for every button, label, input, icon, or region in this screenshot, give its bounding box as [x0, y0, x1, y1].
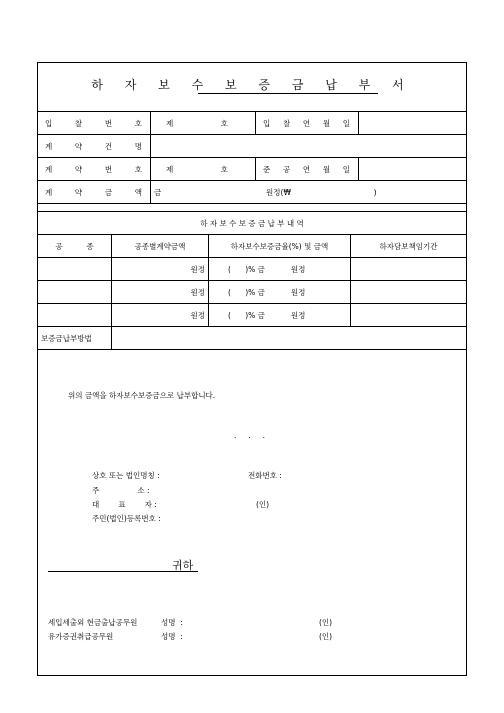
- cashier-official-role: 세입세출외 현금출납공무원: [48, 618, 138, 627]
- breakdown-row: [38, 258, 467, 281]
- contract-amount-field[interactable]: 금 원정(₩ ): [151, 181, 467, 204]
- amount-field[interactable]: 원정: [112, 258, 209, 281]
- contract-number-field[interactable]: 제 호: [166, 164, 228, 174]
- work-type-field[interactable]: [38, 258, 112, 281]
- company-name-label: 상호 또는 법인명칭 :: [92, 471, 160, 480]
- contract-amount-label: 계 약 금 액: [45, 187, 142, 197]
- bid-date-label: 입 찰 연 월 일: [263, 118, 350, 128]
- date-placeholder[interactable]: . . .: [234, 431, 265, 440]
- recipient-suffix: 귀하: [172, 559, 194, 572]
- work-type-field[interactable]: [38, 304, 112, 327]
- breakdown-row: [38, 304, 467, 327]
- cashier-name-label: 성명 :: [161, 618, 183, 627]
- statement-text: 위의 금액을 하자보수보증금으로 납부합니다.: [68, 391, 216, 400]
- breakdown-heading: 하 자 보 수 보 증 금 납 부 내 역: [38, 212, 467, 235]
- bid-number-field[interactable]: 제 호: [166, 118, 228, 128]
- breakdown-table: [37, 211, 467, 350]
- securities-name-label: 성명 :: [161, 632, 183, 641]
- document-title: 하 자 보 수 보 증 금 납 부 서: [91, 78, 413, 92]
- representative-label: 대 표 자 :: [92, 500, 157, 509]
- contract-name-label: 계 약 건 명: [45, 141, 142, 151]
- col-warranty-rate: 하자보수보증금율(%) 및 금액: [209, 235, 351, 258]
- contract-name-field[interactable]: [151, 135, 467, 158]
- seal-mark: (인): [256, 500, 270, 509]
- bid-number-label: 입 찰 번 호: [45, 118, 142, 128]
- securities-official-role: 유가증권취급공무원: [48, 632, 114, 641]
- completion-date-field[interactable]: [359, 158, 467, 181]
- col-work-type: 공 종: [38, 235, 112, 258]
- work-type-field[interactable]: [38, 281, 112, 304]
- payment-method-field[interactable]: [112, 327, 467, 350]
- col-contract-amount: 공종별계약금액: [112, 235, 209, 258]
- period-field[interactable]: [351, 258, 467, 281]
- securities-seal: (인): [319, 632, 333, 641]
- cashier-seal: (인): [319, 618, 333, 627]
- rate-field[interactable]: ( )% 금 원정: [209, 258, 351, 281]
- period-field[interactable]: [351, 281, 467, 304]
- breakdown-row: [38, 281, 467, 304]
- period-field[interactable]: [351, 304, 467, 327]
- document-frame: [37, 62, 467, 676]
- phone-label: 전화번호 :: [248, 471, 282, 480]
- registration-number-label: 주민(법인)등록번호 :: [92, 514, 161, 523]
- completion-date-label: 준 공 연 월 일: [263, 164, 350, 174]
- address-label: 주 소 :: [92, 486, 150, 495]
- rate-field[interactable]: ( )% 금 원정: [209, 281, 351, 304]
- rate-field[interactable]: ( )% 금 원정: [209, 304, 351, 327]
- contract-number-label: 계 약 번 호: [45, 164, 142, 174]
- amount-field[interactable]: 원정: [112, 281, 209, 304]
- col-warranty-period: 하자담보책임기간: [351, 235, 467, 258]
- bid-date-field[interactable]: [359, 112, 467, 135]
- info-table: [37, 111, 467, 204]
- title-underline: [198, 93, 378, 94]
- amount-field[interactable]: 원정: [112, 304, 209, 327]
- payment-method-label: 보증금납부방법: [38, 327, 112, 350]
